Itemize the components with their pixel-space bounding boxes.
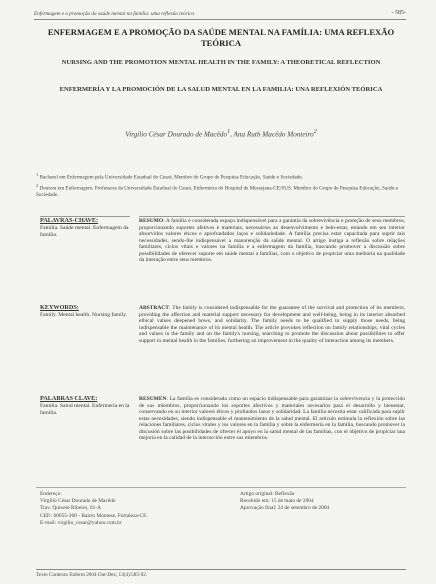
author-separator: , xyxy=(230,130,234,139)
correspondence-address xyxy=(40,491,220,527)
author-2: Ana Ruth Macêdo Monteiro xyxy=(233,130,314,139)
address-heading: Endereço: xyxy=(40,491,62,497)
abstract-label: RESUMO xyxy=(139,218,164,224)
article-type: Artigo original: Reflexão xyxy=(240,491,295,497)
title-english: NURSING AND THE PROMOTION MENTAL HEALTH IN THE FAMILY: A THEORETICAL REFLECTION xyxy=(61,59,381,66)
abstract-text: : The family is considered indispensable for the guarantee of the survival and protection of its members, providing the affection and material support necessary for development and well-being, being in its interior absorbed ethical values deepened bows, and solidarity. The family needs to be qualified to supply those needs, being indispensable the maintenance of its mental health. The article provokes reflection on family relationships, vital cycles and values in the family and on the family's nursing, searching to promote the discussion about possibilities to offer support in mental health in the families, furthering an improvement in the quality of interaction among its members. xyxy=(139,305,405,344)
keywords-title xyxy=(40,218,130,225)
affiliation-2 xyxy=(36,183,406,199)
abstract-portuguese xyxy=(139,216,405,264)
affiliation-2-text: Doutora em Enfermagem. Professora da Universidade Estadual do Ceará. Enfermeira do Hospital de Messejana-CE/SUS. Membro do Grupo de Pesquisa Educação, Saúde e Sociedade. xyxy=(36,185,399,199)
keywords-text: Familia. Salud mental. Enfermería en la familia. xyxy=(40,402,130,416)
keywords-colon: : xyxy=(76,304,79,311)
keywords-title-text: PALAVRAS-CHAVE xyxy=(40,217,97,224)
affiliation-1-text: Bacharel em Enfermagem pela Universidade Estadual do Ceará. Membro do Grupo de Pesquisa Educação, Saúde e Sociedade. xyxy=(38,174,303,181)
abstract-text: : La familia es considerada como un espacio indispensable para garantizar la sobrevivencia y la protección de sus miembros, proporcionando los soportes afectivos y materiales necesarios para el desarrollo y bienestar, conservando en su interior valores éticos y profundos lazos y solidaridad. La familia necesita estar calificada para suplir estas necesidades, siendo indispensable el mantenimiento de la salud mental. El artículo estimula la reflexión sobre las relaciones familiares, ciclos vitales y los valores en la familia y sobre la enfermería en la familia, buscando promover la discusión sobre las posibilidades de ofrecer el apoyo en la salud mental de las familias, con el objetivo de propiciar una mejoría en la calidad de la interacción entre sus miembros. xyxy=(139,396,405,442)
abstract-label: RESUMEN xyxy=(139,396,167,402)
article-dates xyxy=(240,491,400,513)
keywords-text: Family. Mental health. Nursing family. xyxy=(40,311,128,318)
running-title: Enfermagem e a promoção da saúde mental na família: uma reflexão teórica xyxy=(34,11,194,17)
address-email: E-mail: virgilio_cesar@yahoo.com.br xyxy=(40,519,122,526)
keywords-title-text: KEYWORDS xyxy=(40,304,77,311)
abstract-text: : A família é considerada espaço indispensável para a garantia da sobrevivência e proteção de seus membros, proporcionando suportes afetivos e materiais, necessários ao desenvolvimento e bem-estar, estando em seu interior absorvidos valores éticos e aprofundados laços e solidariedade. A família precisa estar capacitada para suprir tais necessidades, sendo-lhe indispensável a manutenção da saúde mental. O artigo instiga a reflexão sobre relações familiares, ciclos vitais e valores na família e a enfermagem da família, buscando promover a discussão sobre possibilidades de oferecer suporte em saúde mental a famílias, com o objetivo de propiciar uma melhoria na qualidade da interação entre seus membros. xyxy=(139,218,405,264)
page-number: - 585- xyxy=(391,10,406,16)
abstract-english xyxy=(139,305,405,344)
title-spanish: ENFERMERÍA Y LA PROMOCIÓN DE LA SALUD MENTAL EN LA FAMILIA: UNA REFLEXIÓN TEÓRICA xyxy=(59,86,383,93)
affiliation-1-sup: 1 xyxy=(36,172,39,177)
author-1-sup: 1 xyxy=(227,129,231,135)
keywords-colon: : xyxy=(96,217,99,224)
authors-line xyxy=(40,129,402,138)
keywords-title-text: PALABRAS CLAVE xyxy=(40,395,96,402)
received-date: Recebido em: 15 de maio de 2004 xyxy=(240,498,314,505)
approval-date: Aprovação final: 24 de setembro de 2004 xyxy=(240,505,330,512)
abstract-label: ABSTRACT xyxy=(139,305,169,311)
keywords-english xyxy=(40,305,130,319)
keywords-colon: : xyxy=(95,395,98,402)
footer-divider xyxy=(36,487,406,488)
author-1: Virgílio César Dourado de Macêdo xyxy=(125,130,228,139)
address-city: CEP.: 60055-360 - Bairro Montese, Fortaleza-CE. xyxy=(40,512,148,519)
abstract-spanish xyxy=(139,396,405,442)
title-portuguese: ENFERMAGEM E A PROMOÇÃO DA SAÚDE MENTAL NA FAMÍLIA: UMA REFLEXÃO TEÓRICA xyxy=(47,27,395,48)
running-head xyxy=(34,11,406,20)
keywords-title xyxy=(40,305,130,312)
keywords-spanish xyxy=(40,396,130,416)
keywords-portuguese xyxy=(40,216,130,238)
journal-citation: Texto Contexto Enferm 2004 Out-Dez; 13(4):585-92. xyxy=(36,569,406,578)
keywords-title xyxy=(40,396,130,403)
affiliation-2-sup: 2 xyxy=(36,183,39,188)
keywords-text: Família. Saúde mental. Enfermagem da família. xyxy=(40,224,129,238)
address-street: Trav. Quixeré Ribeiro, 01-A xyxy=(40,505,101,512)
address-name: Virgílio César Dourado de Macêdo xyxy=(40,498,116,505)
affiliation-1 xyxy=(36,172,406,181)
author-2-sup: 2 xyxy=(313,129,317,135)
